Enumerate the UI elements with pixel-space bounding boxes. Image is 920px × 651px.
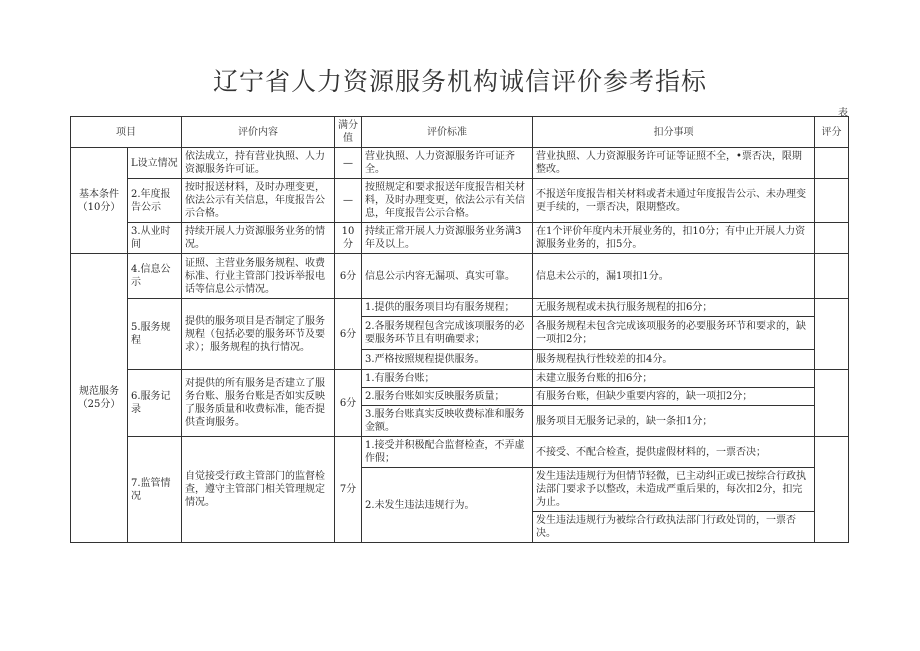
deduction-cell: 不接受、不配合检查，提供虚假材料的，一票否决； bbox=[533, 437, 815, 468]
score-cell[interactable] bbox=[815, 299, 849, 370]
standard-cell: 按照规定和要求报送年度报告相关材料，及时办理变更，依法公示有关信息，年度报告公示合格。 bbox=[362, 179, 533, 223]
table-row bbox=[71, 254, 849, 299]
score-cell[interactable] bbox=[815, 437, 849, 543]
item-cell: 2.年度报告公示 bbox=[128, 179, 182, 223]
content-cell: 持续开展人力资源服务业务的情况。 bbox=[182, 223, 335, 254]
header-standard: 评价标准 bbox=[362, 117, 533, 148]
full-score-cell: 10分 bbox=[335, 223, 362, 254]
content-cell: 自觉接受行政主管部门的监督检查，遵守主管部门相关管理规定情况。 bbox=[182, 437, 335, 543]
deduction-cell: 营业执照、人力资源服务许可证等证照不全，•票否决，限期整改。 bbox=[533, 148, 815, 179]
table-label: 表 bbox=[838, 108, 848, 119]
score-cell[interactable] bbox=[815, 148, 849, 179]
content-cell: 依法成立，持有营业执照、人力资源服务许可证。 bbox=[182, 148, 335, 179]
full-score-cell: 6分 bbox=[335, 299, 362, 370]
content-cell: 证照、主营业务服务规程、收费标准、行业主管部门投诉举报电话等信息公示情况。 bbox=[182, 254, 335, 299]
header-content: 评价内容 bbox=[182, 117, 335, 148]
header-full-score: 满分值 bbox=[335, 117, 362, 148]
item-cell: L设立情况 bbox=[128, 148, 182, 179]
full-score-cell: 7分 bbox=[335, 437, 362, 543]
standard-cell: 3.严格按照规程提供服务。 bbox=[362, 350, 533, 370]
content-cell: 按时报送材料，及时办理变更，依法公示有关信息，年度报告公示合格。 bbox=[182, 179, 335, 223]
full-score-cell: 6分 bbox=[335, 370, 362, 437]
content-cell: 对提供的所有服务是否建立了服务台账、服务台账是否如实反映了服务质量和收费标准，能否提供查询服务。 bbox=[182, 370, 335, 437]
header-deduction: 扣分事项 bbox=[533, 117, 815, 148]
item-cell: 7.监管情况 bbox=[128, 437, 182, 543]
header-category: 项目 bbox=[71, 117, 182, 148]
deduction-cell: 未建立服务台账的扣6分； bbox=[533, 370, 815, 388]
table-row bbox=[71, 299, 849, 317]
standard-cell: 持续正常开展人力资源服务业务满3年及以上。 bbox=[362, 223, 533, 254]
full-score-cell: 6分 bbox=[335, 254, 362, 299]
deduction-cell: 发生违法违规行为被综合行政执法部门行政处罚的，一票否决。 bbox=[533, 512, 815, 543]
item-cell: 3.从业时间 bbox=[128, 223, 182, 254]
table-row bbox=[71, 148, 849, 179]
standard-cell: 1.提供的服务项目均有服务规程； bbox=[362, 299, 533, 317]
evaluation-table bbox=[70, 116, 849, 543]
deduction-cell: 发生违法违规行为但情节轻微，已主动纠正或已按综合行政执法部门要求予以整改，未造成严重后果的，每次扣2分，扣完为止。 bbox=[533, 468, 815, 512]
standard-cell: 1.有服务台账； bbox=[362, 370, 533, 388]
header-score: 评分 bbox=[815, 117, 849, 148]
full-score-cell: — bbox=[335, 148, 362, 179]
standard-cell: 2.各服务规程包含完成该项服务的必要服务环节且有明确要求； bbox=[362, 317, 533, 350]
deduction-cell: 服务项目无服务记录的，缺一条扣1分； bbox=[533, 406, 815, 437]
item-cell: 4.信息公示 bbox=[128, 254, 182, 299]
score-cell[interactable] bbox=[815, 254, 849, 299]
deduction-cell: 在1个评价年度内未开展业务的，扣10分；有中止开展人力资源服务业务的，扣5分。 bbox=[533, 223, 815, 254]
full-score-cell: — bbox=[335, 179, 362, 223]
score-cell[interactable] bbox=[815, 223, 849, 254]
deduction-cell: 有服务台账，但缺少重要内容的，缺一项扣2分； bbox=[533, 388, 815, 406]
header-row bbox=[71, 117, 849, 148]
table-row bbox=[71, 223, 849, 254]
group-standard: 规范服务（25分） bbox=[71, 254, 128, 543]
table-row bbox=[71, 370, 849, 388]
standard-cell: 3.服务台账真实反映收费标准和服务金额。 bbox=[362, 406, 533, 437]
standard-cell: 营业执照、人力资源服务许可证齐全。 bbox=[362, 148, 533, 179]
standard-cell: 1.接受并积极配合监督检查，不弄虚作假； bbox=[362, 437, 533, 468]
table-row bbox=[71, 179, 849, 223]
table-row bbox=[71, 437, 849, 468]
group-basic: 基本条件（10分） bbox=[71, 148, 128, 254]
deduction-cell: 各服务规程未包含完成该项服务的必要服务环节和要求的，缺一项扣2分； bbox=[533, 317, 815, 350]
deduction-cell: 信息未公示的，漏1项扣1分。 bbox=[533, 254, 815, 299]
standard-cell: 2.服务台账如实反映服务质量； bbox=[362, 388, 533, 406]
deduction-cell: 不报送年度报告相关材料或者未通过年度报告公示、未办理变更手续的，一票否决，限期整改。 bbox=[533, 179, 815, 223]
content-cell: 提供的服务项目是否制定了服务规程（包括必要的服务环节及要求）；服务规程的执行情况。 bbox=[182, 299, 335, 370]
document-title: 辽宁省人力资源服务机构诚信评价参考指标 bbox=[212, 67, 707, 96]
score-cell[interactable] bbox=[815, 370, 849, 437]
deduction-cell: 服务规程执行性较差的扣4分。 bbox=[533, 350, 815, 370]
deduction-cell: 无服务规程或未执行服务规程的扣6分； bbox=[533, 299, 815, 317]
score-cell[interactable] bbox=[815, 179, 849, 223]
item-cell: 6.服务记录 bbox=[128, 370, 182, 437]
item-cell: 5.服务规程 bbox=[128, 299, 182, 370]
standard-cell: 信息公示内容无漏项、真实可靠。 bbox=[362, 254, 533, 299]
standard-cell: 2.未发生违法违规行为。 bbox=[362, 468, 533, 543]
